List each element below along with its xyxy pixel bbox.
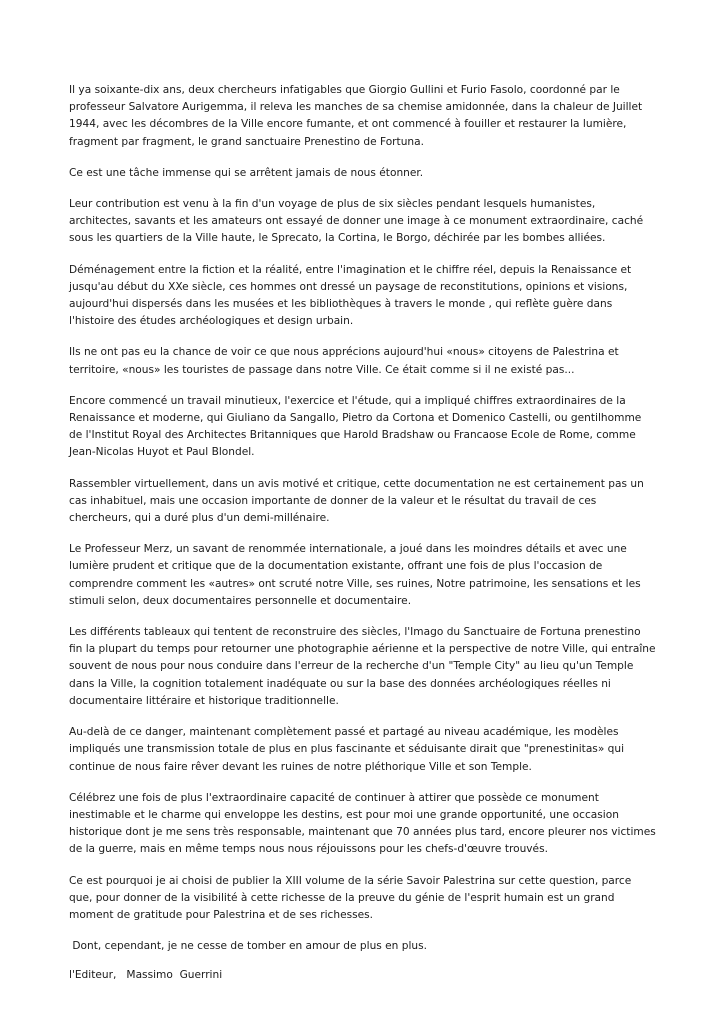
document-page bbox=[69, 82, 656, 985]
paragraph-2: Ce est une tâche immense qui se arrêtent jamais de nous étonner. bbox=[69, 166, 424, 179]
paragraph-12: Ce est pourquoi je ai choisi de publier la XIII volume de la série Savoir Palestrina sur cette question, parce que, pour donner de la visibilité à cette richesse de la preuve du génie de l'esprit humain est un grand moment de gratitude pour Palestrina et de ses richesses. bbox=[69, 874, 632, 921]
paragraph-7: Rassembler virtuellement, dans un avis motivé et critique, cette documentation ne est certainement pas un cas inhabituel, mais une occasion importante de donner de la valeur et le résultat du travail de ces chercheurs, qui a duré plus d'un demi-millénaire. bbox=[69, 477, 644, 525]
paragraph-9: Les différents tableaux qui tentent de reconstruire des siècles, l'Imago du Sanctuaire de Fortuna prenestino fin la plupart du temps pour retourner une photographie aérienne et la perspective de notre Ville, qui entraîne souvent de nous pour nous conduire dans l'erreur de la recherche d'un "Temple City" au lieu qu'un Temple dans la Ville, la cognition totalement inadéquate ou sur la base des données archéologiques réelles ni documentaire littéraire et historique traditionnelle. bbox=[69, 626, 656, 707]
closing-line: Dont, cependant, je ne cesse de tomber en amour de plus en plus. bbox=[69, 940, 428, 953]
signature: l'Editeur, Massimo Guerrini bbox=[69, 969, 223, 982]
paragraph-10: Au-delà de ce danger, maintenant complètement passé et partagé au niveau académique, les modèles impliqués une transmission totale de plus en plus fascinante et séduisante dirait que "prenestinitas» qui continue de nous faire rêver devant les ruines de notre pléthorique Ville et son Temple. bbox=[69, 726, 625, 773]
paragraph-8: Le Professeur Merz, un savant de renommée internationale, a joué dans les moindres détails et avec une lumière prudent et critique que de la documentation existante, offrant une fois de plus l'occasion de comprendre comment les «autres» ont scruté notre Ville, ses ruines, Notre patrimoine, les sensations et les stimuli selon, deux documentaires personnelle et documentaire. bbox=[69, 543, 641, 607]
paragraph-3: Leur contribution est venu à la fin d'un voyage de plus de six siècles pendant lesquels humanistes, architectes, savants et les amateurs ont essayé de donner une image à ce monument extraordinaire, caché sous les quartiers de la Ville haute, le Sprecato, la Cortina, le Borgo, déchirée par les bombes alliées. bbox=[69, 198, 644, 245]
paragraph-5: Ils ne ont pas eu la chance de voir ce que nous apprécions aujourd'hui «nous» citoyens de Palestrina et territoire, «nous» les touristes de passage dans notre Ville. Ce était comme si il ne existé pas... bbox=[69, 346, 619, 376]
paragraph-4: Déménagement entre la fiction et la réalité, entre l'imagination et le chiffre réel, depuis la Renaissance et jusqu'au début du XXe siècle, ces hommes ont dressé un paysage de reconstitutions, opinions et visions, aujourd'hui dispersés dans les musées et les bibliothèques à travers le monde , qui reflète guère dans l'histoire des études archéologiques et design urbain. bbox=[69, 263, 632, 328]
paragraph-6: Encore commencé un travail minutieux, l'exercice et l'étude, qui a impliqué chiffres extraordinaires de la Renaissance et moderne, qui Giuliano da Sangallo, Pietro da Cortona et Domenico Castelli, ou gentilhomme de l'Institut Royal des Architectes Britanniques que Harold Bradshaw ou Francaose Ecole de Rome, comme Jean-Nicolas Huyot et Paul Blondel. bbox=[69, 394, 642, 459]
paragraph-1: Il ya soixante-dix ans, deux chercheurs infatigables que Giorgio Gullini et Furio Fasolo, coordonné par le professeur Salvatore Aurigemma, il releva les manches de sa chemise amidonnée, dans la chaleur de Juillet 1944, avec les décombres de la Ville encore fumante, et ont commencé à fouiller et restaurer la lumière, fragment par fragment, le grand sanctuaire Prenestino de Fortuna. bbox=[69, 84, 643, 148]
paragraph-11: Célébrez une fois de plus l'extraordinaire capacité de continuer à attirer que possède ce monument inestimable et le charme qui enveloppe les destins, est pour moi une grande opportunité, une occasion historique dont je me sens très responsable, maintenant que 70 années plus tard, encore pleurer nos victimes de la guerre, mais en même temps nous nous réjouissons pour les chefs-d'œuvre trouvés. bbox=[69, 791, 656, 856]
